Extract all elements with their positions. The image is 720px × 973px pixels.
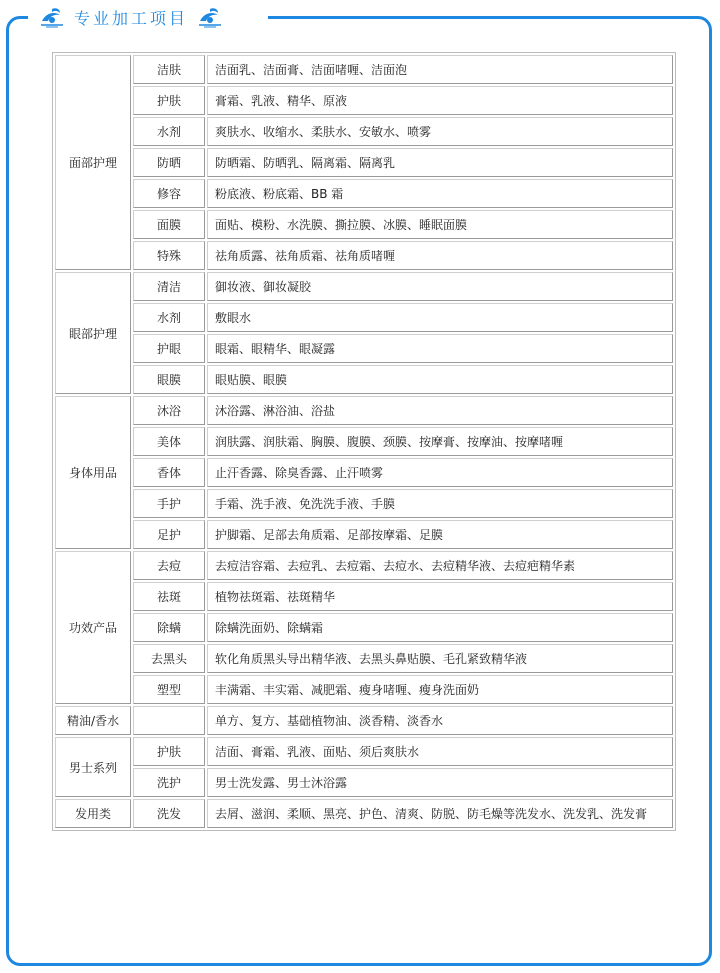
subcategory-cell: 洗护 bbox=[133, 768, 205, 797]
section-title: 专业加工项目 bbox=[74, 8, 189, 28]
items-cell: 去痘洁容霜、去痘乳、去痘霜、去痘水、去痘精华液、去痘疤精华素 bbox=[207, 551, 673, 580]
table-row bbox=[55, 799, 673, 828]
items-cell: 除螨洗面奶、除螨霜 bbox=[207, 613, 673, 642]
subcategory-cell: 香体 bbox=[133, 458, 205, 487]
items-cell: 防晒霜、防晒乳、隔离霜、隔离乳 bbox=[207, 148, 673, 177]
table-row bbox=[55, 458, 673, 487]
subcategory-cell: 洁肤 bbox=[133, 55, 205, 84]
subcategory-cell: 清洁 bbox=[133, 272, 205, 301]
table-row bbox=[55, 520, 673, 549]
items-cell: 祛角质露、祛角质霜、祛角质啫喱 bbox=[207, 241, 673, 270]
table-row bbox=[55, 334, 673, 363]
items-cell: 爽肤水、收缩水、柔肤水、安敏水、喷雾 bbox=[207, 117, 673, 146]
table-row bbox=[55, 272, 673, 301]
subcategory-cell: 修容 bbox=[133, 179, 205, 208]
table-row bbox=[55, 117, 673, 146]
category-cell: 身体用品 bbox=[55, 396, 131, 549]
subcategory-cell: 除螨 bbox=[133, 613, 205, 642]
table-row bbox=[55, 396, 673, 425]
items-cell: 粉底液、粉底霜、BB 霜 bbox=[207, 179, 673, 208]
table-row bbox=[55, 148, 673, 177]
items-cell: 御妆液、御妆凝胶 bbox=[207, 272, 673, 301]
items-cell: 面贴、模粉、水洗膜、撕拉膜、冰膜、睡眠面膜 bbox=[207, 210, 673, 239]
table-row bbox=[55, 613, 673, 642]
subcategory-cell: 护肤 bbox=[133, 86, 205, 115]
table-row bbox=[55, 427, 673, 456]
table-row bbox=[55, 489, 673, 518]
category-cell: 功效产品 bbox=[55, 551, 131, 704]
subcategory-cell: 沐浴 bbox=[133, 396, 205, 425]
subcategory-cell: 去痘 bbox=[133, 551, 205, 580]
subcategory-cell: 洗发 bbox=[133, 799, 205, 828]
table-row bbox=[55, 179, 673, 208]
category-cell: 发用类 bbox=[55, 799, 131, 828]
category-cell: 男士系列 bbox=[55, 737, 131, 797]
subcategory-cell bbox=[133, 706, 205, 735]
table-row bbox=[55, 768, 673, 797]
table-row bbox=[55, 737, 673, 766]
items-cell: 男士洗发露、男士沐浴露 bbox=[207, 768, 673, 797]
subcategory-cell: 水剂 bbox=[133, 117, 205, 146]
category-cell: 眼部护理 bbox=[55, 272, 131, 394]
items-cell: 润肤露、润肤霜、胸膜、腹膜、颈膜、按摩膏、按摩油、按摩啫喱 bbox=[207, 427, 673, 456]
table-row bbox=[55, 86, 673, 115]
subcategory-cell: 特殊 bbox=[133, 241, 205, 270]
items-cell: 单方、复方、基础植物油、淡香精、淡香水 bbox=[207, 706, 673, 735]
items-cell: 止汗香露、除臭香露、止汗喷雾 bbox=[207, 458, 673, 487]
category-cell: 面部护理 bbox=[55, 55, 131, 270]
items-cell: 眼霜、眼精华、眼凝露 bbox=[207, 334, 673, 363]
items-cell: 植物祛斑霜、祛斑精华 bbox=[207, 582, 673, 611]
items-cell: 洁面乳、洁面膏、洁面啫喱、洁面泡 bbox=[207, 55, 673, 84]
product-table bbox=[53, 53, 675, 830]
table-row bbox=[55, 241, 673, 270]
table-row bbox=[55, 706, 673, 735]
items-cell: 丰满霜、丰实霜、减肥霜、瘦身啫喱、瘦身洗面奶 bbox=[207, 675, 673, 704]
subcategory-cell: 去黑头 bbox=[133, 644, 205, 673]
items-cell: 敷眼水 bbox=[207, 303, 673, 332]
subcategory-cell: 足护 bbox=[133, 520, 205, 549]
table-row bbox=[55, 582, 673, 611]
items-cell: 去屑、滋润、柔顺、黑亮、护色、清爽、防脱、防毛燥等洗发水、洗发乳、洗发膏 bbox=[207, 799, 673, 828]
items-cell: 手霜、洗手液、免洗洗手液、手膜 bbox=[207, 489, 673, 518]
items-cell: 护脚霜、足部去角质霜、足部按摩霜、足膜 bbox=[207, 520, 673, 549]
table-row bbox=[55, 644, 673, 673]
table-row bbox=[55, 303, 673, 332]
items-cell: 洁面、膏霜、乳液、面贴、须后爽肤水 bbox=[207, 737, 673, 766]
section-header bbox=[28, 0, 268, 34]
subcategory-cell: 面膜 bbox=[133, 210, 205, 239]
items-cell: 眼贴膜、眼膜 bbox=[207, 365, 673, 394]
category-cell: 精油/香水 bbox=[55, 706, 131, 735]
subcategory-cell: 塑型 bbox=[133, 675, 205, 704]
items-cell: 沐浴露、淋浴油、浴盐 bbox=[207, 396, 673, 425]
subcategory-cell: 防晒 bbox=[133, 148, 205, 177]
table-row bbox=[55, 675, 673, 704]
subcategory-cell: 眼膜 bbox=[133, 365, 205, 394]
subcategory-cell: 水剂 bbox=[133, 303, 205, 332]
subcategory-cell: 护肤 bbox=[133, 737, 205, 766]
table-row bbox=[55, 55, 673, 84]
blue-swirl-emblem-icon bbox=[196, 3, 224, 31]
subcategory-cell: 护眼 bbox=[133, 334, 205, 363]
product-table-wrapper bbox=[52, 52, 676, 831]
table-row bbox=[55, 551, 673, 580]
subcategory-cell: 美体 bbox=[133, 427, 205, 456]
table-row bbox=[55, 210, 673, 239]
blue-swirl-emblem-icon bbox=[38, 3, 66, 31]
subcategory-cell: 祛斑 bbox=[133, 582, 205, 611]
items-cell: 软化角质黑头导出精华液、去黑头鼻贴膜、毛孔紧致精华液 bbox=[207, 644, 673, 673]
subcategory-cell: 手护 bbox=[133, 489, 205, 518]
items-cell: 膏霜、乳液、精华、原液 bbox=[207, 86, 673, 115]
table-row bbox=[55, 365, 673, 394]
